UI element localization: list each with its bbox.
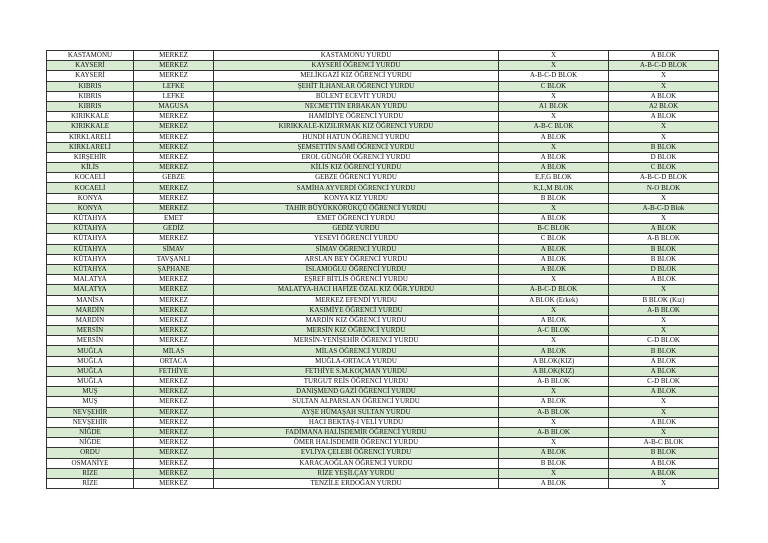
table-row [47, 173, 719, 183]
cell-dorm-name: ŞEMSETTİN SAMİ ÖĞRENCİ YURDU [214, 142, 499, 152]
cell-male-block: X [609, 193, 719, 203]
table-row [47, 91, 719, 101]
cell-city: KÜTAHYA [47, 254, 134, 264]
cell-dorm-name: FADİMANA HALİSDEMİR ÖĞRENCİ YURDU [214, 427, 499, 437]
cell-city: KIBRIS [47, 81, 134, 91]
cell-female-block: X [499, 336, 609, 346]
cell-male-block: A-B-C BLOK [609, 438, 719, 448]
cell-female-block: A-B BLOK [499, 377, 609, 387]
cell-city: KIRŞEHİR [47, 152, 134, 162]
cell-dorm-name: BÜLENT ECEVİT YURDU [214, 91, 499, 101]
cell-district: MERKEZ [134, 468, 214, 478]
cell-female-block: C BLOK [499, 234, 609, 244]
cell-male-block: A BLOK [609, 356, 719, 366]
table-row [47, 346, 719, 356]
cell-city: KÜTAHYA [47, 244, 134, 254]
table-row [47, 234, 719, 244]
cell-female-block: A-B BLOK [499, 407, 609, 417]
cell-district: MERKEZ [134, 163, 214, 173]
cell-female-block: X [499, 438, 609, 448]
cell-female-block: X [499, 112, 609, 122]
cell-dorm-name: EMET ÖĞRENCİ YURDU [214, 214, 499, 224]
cell-dorm-name: SULTAN ALPARSLAN ÖĞRENCİ YURDU [214, 397, 499, 407]
cell-female-block: K,L,M BLOK [499, 183, 609, 193]
cell-district: MİLAS [134, 346, 214, 356]
table-row [47, 101, 719, 111]
cell-district: MERKEZ [134, 71, 214, 81]
table-row [47, 336, 719, 346]
cell-district: MERKEZ [134, 142, 214, 152]
table-row [47, 254, 719, 264]
table-row [47, 468, 719, 478]
cell-district: GEBZE [134, 173, 214, 183]
cell-dorm-name: TURGUT REİS ÖĞRENCİ YURDU [214, 377, 499, 387]
table-row [47, 51, 719, 61]
cell-male-block: A BLOK [609, 468, 719, 478]
table-row [47, 427, 719, 437]
cell-city: MUĞLA [47, 366, 134, 376]
cell-male-block: D BLOK [609, 152, 719, 162]
cell-male-block: X [609, 71, 719, 81]
cell-city: RİZE [47, 478, 134, 488]
cell-district: MERKEZ [134, 132, 214, 142]
table-row [47, 397, 719, 407]
cell-city: MUŞ [47, 397, 134, 407]
cell-male-block: C-D BLOK [609, 377, 719, 387]
table-row [47, 407, 719, 417]
cell-dorm-name: MALATYA-HACI HAFİZE ÖZAL KIZ ÖĞR.YURDU [214, 285, 499, 295]
cell-district: MERKEZ [134, 377, 214, 387]
cell-male-block: C-D BLOK [609, 336, 719, 346]
cell-female-block: E,F,G BLOK [499, 173, 609, 183]
table-row [47, 61, 719, 71]
cell-dorm-name: KAYSERİ ÖĞRENCİ YURDU [214, 61, 499, 71]
cell-dorm-name: NECMETTİN ERBAKAN YURDU [214, 101, 499, 111]
table-row [47, 244, 719, 254]
cell-city: KONYA [47, 203, 134, 213]
cell-male-block: A-B-C-D BLOK [609, 61, 719, 71]
cell-district: MERKEZ [134, 326, 214, 336]
cell-city: MUŞ [47, 387, 134, 397]
cell-female-block: A-B-C-D BLOK [499, 285, 609, 295]
cell-district: EMET [134, 214, 214, 224]
cell-district: MERKEZ [134, 285, 214, 295]
cell-district: MERKEZ [134, 234, 214, 244]
cell-city: KOCAELİ [47, 183, 134, 193]
cell-male-block: X [609, 285, 719, 295]
cell-city: MANİSA [47, 295, 134, 305]
cell-male-block: B BLOK (Kız) [609, 295, 719, 305]
cell-male-block: N-O BLOK [609, 183, 719, 193]
cell-male-block: C BLOK [609, 163, 719, 173]
cell-female-block: A BLOK [499, 478, 609, 488]
cell-male-block: A BLOK [609, 275, 719, 285]
cell-district: MERKEZ [134, 417, 214, 427]
cell-dorm-name: MUĞLA-ORTACA YURDU [214, 356, 499, 366]
cell-district: MERKEZ [134, 183, 214, 193]
table-row [47, 458, 719, 468]
table-row [47, 478, 719, 488]
cell-dorm-name: KONYA KIZ YURDU [214, 193, 499, 203]
cell-male-block: X [609, 81, 719, 91]
cell-district: MERKEZ [134, 336, 214, 346]
cell-female-block: A BLOK [499, 244, 609, 254]
cell-district: MERKEZ [134, 295, 214, 305]
cell-district: LEFKE [134, 91, 214, 101]
cell-female-block: X [499, 142, 609, 152]
cell-dorm-name: HAMİDİYE ÖĞRENCİ YURDU [214, 112, 499, 122]
cell-dorm-name: AYŞE HÜMAŞAH SULTAN YURDU [214, 407, 499, 417]
cell-dorm-name: HACI BEKTAŞ-I VELİ YURDU [214, 417, 499, 427]
cell-city: KIRIKKALE [47, 122, 134, 132]
cell-dorm-name: RİZE YEŞİLÇAY YURDU [214, 468, 499, 478]
cell-district: SİMAV [134, 244, 214, 254]
cell-dorm-name: MELİKGAZİ KIZ ÖĞRENCİ YURDU [214, 71, 499, 81]
cell-city: MALATYA [47, 285, 134, 295]
cell-female-block: A BLOK [499, 448, 609, 458]
cell-male-block: A BLOK [609, 366, 719, 376]
table-row [47, 417, 719, 427]
cell-female-block: A-B-C BLOK [499, 122, 609, 132]
cell-male-block: X [609, 122, 719, 132]
cell-male-block: A-B-C-D BLOK [609, 173, 719, 183]
table-row [47, 275, 719, 285]
cell-female-block: X [499, 387, 609, 397]
table-row [47, 163, 719, 173]
cell-city: MUĞLA [47, 356, 134, 366]
cell-city: KAYSERİ [47, 71, 134, 81]
cell-dorm-name: MERKEZ EFENDİ YURDU [214, 295, 499, 305]
table-row [47, 387, 719, 397]
cell-male-block: X [609, 478, 719, 488]
table-row [47, 264, 719, 274]
cell-city: MARDİN [47, 315, 134, 325]
cell-city: KIRKLARELİ [47, 142, 134, 152]
cell-dorm-name: SİMAV ÖĞRENCİ YURDU [214, 244, 499, 254]
cell-male-block: B BLOK [609, 254, 719, 264]
cell-dorm-name: KİLİS KIZ ÖĞRENCİ YURDU [214, 163, 499, 173]
cell-male-block: X [609, 326, 719, 336]
cell-male-block: B BLOK [609, 244, 719, 254]
cell-dorm-name: KIRIKKALE-KIZILIRMAK KIZ ÖĞRENCİ YURDU [214, 122, 499, 132]
cell-district: MERKEZ [134, 315, 214, 325]
cell-dorm-name: KASTAMONU YURDU [214, 51, 499, 61]
cell-female-block: A BLOK [499, 315, 609, 325]
cell-male-block: A-B BLOK [609, 305, 719, 315]
cell-district: MERKEZ [134, 407, 214, 417]
cell-female-block: X [499, 305, 609, 315]
table-row [47, 142, 719, 152]
cell-dorm-name: MERSİN-YENİŞEHİR ÖĞRENCİ YURDU [214, 336, 499, 346]
table-row [47, 224, 719, 234]
cell-female-block: A BLOK(KIZ) [499, 366, 609, 376]
cell-district: MERKEZ [134, 193, 214, 203]
table-row [47, 122, 719, 132]
cell-district: MERKEZ [134, 112, 214, 122]
cell-dorm-name: ÖMER HALİSDEMİR ÖĞRENCİ YURDU [214, 438, 499, 448]
cell-female-block: B BLOK [499, 458, 609, 468]
cell-district: FETHİYE [134, 366, 214, 376]
cell-female-block: X [499, 203, 609, 213]
cell-city: KÜTAHYA [47, 224, 134, 234]
cell-dorm-name: TENZİLE ERDOĞAN YURDU [214, 478, 499, 488]
cell-male-block: X [609, 407, 719, 417]
cell-male-block: D BLOK [609, 264, 719, 274]
cell-dorm-name: MERSİN KIZ ÖĞRENCİ YURDU [214, 326, 499, 336]
cell-district: LEFKE [134, 81, 214, 91]
cell-dorm-name: EROL GÜNGÖR ÖĞRENCİ YURDU [214, 152, 499, 162]
cell-female-block: A-C BLOK [499, 326, 609, 336]
cell-dorm-name: MİLAS ÖĞRENCİ YURDU [214, 346, 499, 356]
cell-city: NİĞDE [47, 427, 134, 437]
table-row [47, 448, 719, 458]
table-row [47, 295, 719, 305]
cell-female-block: X [499, 468, 609, 478]
cell-female-block: X [499, 91, 609, 101]
cell-dorm-name: DANIŞMEND GAZİ ÖĞRENCİ YURDU [214, 387, 499, 397]
cell-male-block: A BLOK [609, 458, 719, 468]
cell-district: MAGUSA [134, 101, 214, 111]
table-row [47, 366, 719, 376]
cell-city: NİĞDE [47, 438, 134, 448]
cell-city: KASTAMONU [47, 51, 134, 61]
cell-dorm-name: FETHİYE S.M.KOÇMAN YURDU [214, 366, 499, 376]
cell-district: MERKEZ [134, 478, 214, 488]
cell-male-block: X [609, 132, 719, 142]
cell-female-block: A BLOK [499, 132, 609, 142]
cell-district: MERKEZ [134, 203, 214, 213]
cell-male-block: A2 BLOK [609, 101, 719, 111]
cell-city: KIRIKKALE [47, 112, 134, 122]
cell-dorm-name: GEBZE ÖĞRENCİ YURDU [214, 173, 499, 183]
cell-city: KIBRIS [47, 101, 134, 111]
cell-male-block: X [609, 214, 719, 224]
cell-male-block: A BLOK [609, 417, 719, 427]
cell-dorm-name: MARDİN KIZ ÖĞRENCİ YURDU [214, 315, 499, 325]
table-row [47, 438, 719, 448]
cell-dorm-name: SAMİHA AYVERDİ ÖĞRENCİ YURDU [214, 183, 499, 193]
cell-male-block: A-B BLOK [609, 234, 719, 244]
table-row [47, 377, 719, 387]
cell-male-block: A BLOK [609, 112, 719, 122]
table-row [47, 112, 719, 122]
cell-district: ŞAPHANE [134, 264, 214, 274]
cell-city: KIRKLARELİ [47, 132, 134, 142]
cell-city: ORDU [47, 448, 134, 458]
cell-female-block: A BLOK (Erkek) [499, 295, 609, 305]
cell-female-block: X [499, 275, 609, 285]
table-row [47, 132, 719, 142]
cell-male-block: X [609, 427, 719, 437]
cell-city: KÜTAHYA [47, 264, 134, 274]
cell-dorm-name: KASIMİYE ÖĞRENCİ YURDU [214, 305, 499, 315]
cell-city: MARDİN [47, 305, 134, 315]
cell-city: MUĞLA [47, 346, 134, 356]
cell-city: NEVŞEHİR [47, 407, 134, 417]
table-row [47, 152, 719, 162]
cell-dorm-name: ŞEHİT İLHANLAR ÖĞRENCİ YURDU [214, 81, 499, 91]
cell-city: RİZE [47, 468, 134, 478]
cell-male-block: A BLOK [609, 224, 719, 234]
cell-male-block: X [609, 315, 719, 325]
cell-city: KONYA [47, 193, 134, 203]
cell-female-block: B BLOK [499, 193, 609, 203]
table-row [47, 71, 719, 81]
cell-female-block: A BLOK [499, 163, 609, 173]
cell-female-block: X [499, 417, 609, 427]
cell-dorm-name: TAHİR BÜYÜKKÖRÜKÇÜ ÖĞRENCİ YURDU [214, 203, 499, 213]
cell-district: ORTACA [134, 356, 214, 366]
table-row [47, 356, 719, 366]
table-row [47, 285, 719, 295]
cell-city: NEVŞEHİR [47, 417, 134, 427]
cell-female-block: A BLOK [499, 397, 609, 407]
cell-female-block: A1 BLOK [499, 101, 609, 111]
cell-dorm-name: İSLAMOĞLU ÖĞRENCİ YURDU [214, 264, 499, 274]
cell-district: MERKEZ [134, 122, 214, 132]
table-row [47, 214, 719, 224]
cell-female-block: C BLOK [499, 81, 609, 91]
cell-district: MERKEZ [134, 397, 214, 407]
cell-city: KAYSERİ [47, 61, 134, 71]
cell-district: MERKEZ [134, 438, 214, 448]
cell-male-block: B BLOK [609, 448, 719, 458]
cell-district: MERKEZ [134, 387, 214, 397]
cell-female-block: A-B-C-D BLOK [499, 71, 609, 81]
cell-dorm-name: YESEVİ ÖĞRENCİ YURDU [214, 234, 499, 244]
cell-district: MERKEZ [134, 448, 214, 458]
cell-dorm-name: GEDİZ YURDU [214, 224, 499, 234]
cell-female-block: B-C BLOK [499, 224, 609, 234]
cell-city: KİLİS [47, 163, 134, 173]
cell-district: MERKEZ [134, 427, 214, 437]
cell-district: MERKEZ [134, 275, 214, 285]
cell-district: MERKEZ [134, 305, 214, 315]
cell-male-block: A-B-C-D Blok [609, 203, 719, 213]
cell-female-block: A BLOK [499, 214, 609, 224]
cell-city: MERSİN [47, 336, 134, 346]
cell-city: KÜTAHYA [47, 214, 134, 224]
cell-city: MALATYA [47, 275, 134, 285]
cell-male-block: X [609, 397, 719, 407]
cell-district: GEDİZ [134, 224, 214, 234]
cell-dorm-name: EŞREF BİTLİS ÖĞRENCİ YURDU [214, 275, 499, 285]
table-row [47, 203, 719, 213]
dormitory-table [46, 50, 719, 489]
cell-female-block: A BLOK [499, 254, 609, 264]
cell-male-block: A BLOK [609, 387, 719, 397]
cell-dorm-name: ARSLAN BEY ÖĞRENCİ YURDU [214, 254, 499, 264]
cell-male-block: A BLOK [609, 91, 719, 101]
table-body [47, 51, 719, 489]
cell-dorm-name: HUNDİ HATUN ÖĞRENCİ YURDU [214, 132, 499, 142]
cell-city: MERSİN [47, 326, 134, 336]
cell-male-block: B BLOK [609, 346, 719, 356]
cell-dorm-name: EVLİYA ÇELEBİ ÖĞRENCİ YURDU [214, 448, 499, 458]
table-row [47, 305, 719, 315]
cell-female-block: X [499, 51, 609, 61]
cell-male-block: B BLOK [609, 142, 719, 152]
cell-dorm-name: KARACAOĞLAN ÖĞRENCİ YURDU [214, 458, 499, 468]
cell-city: KÜTAHYA [47, 234, 134, 244]
cell-district: MERKEZ [134, 51, 214, 61]
table-row [47, 81, 719, 91]
cell-female-block: A BLOK [499, 346, 609, 356]
cell-female-block: X [499, 61, 609, 71]
table-row [47, 193, 719, 203]
cell-district: MERKEZ [134, 152, 214, 162]
cell-female-block: A BLOK [499, 152, 609, 162]
cell-female-block: A BLOK [499, 264, 609, 274]
table-row [47, 183, 719, 193]
cell-female-block: A-B BLOK [499, 427, 609, 437]
table-row [47, 315, 719, 325]
cell-city: MUĞLA [47, 377, 134, 387]
cell-district: TAVŞANLI [134, 254, 214, 264]
cell-male-block: A BLOK [609, 51, 719, 61]
cell-female-block: A BLOK(KIZ) [499, 356, 609, 366]
table-row [47, 326, 719, 336]
cell-district: MERKEZ [134, 61, 214, 71]
cell-district: MERKEZ [134, 458, 214, 468]
cell-city: KIBRIS [47, 91, 134, 101]
cell-city: OSMANİYE [47, 458, 134, 468]
cell-city: KOCAELİ [47, 173, 134, 183]
